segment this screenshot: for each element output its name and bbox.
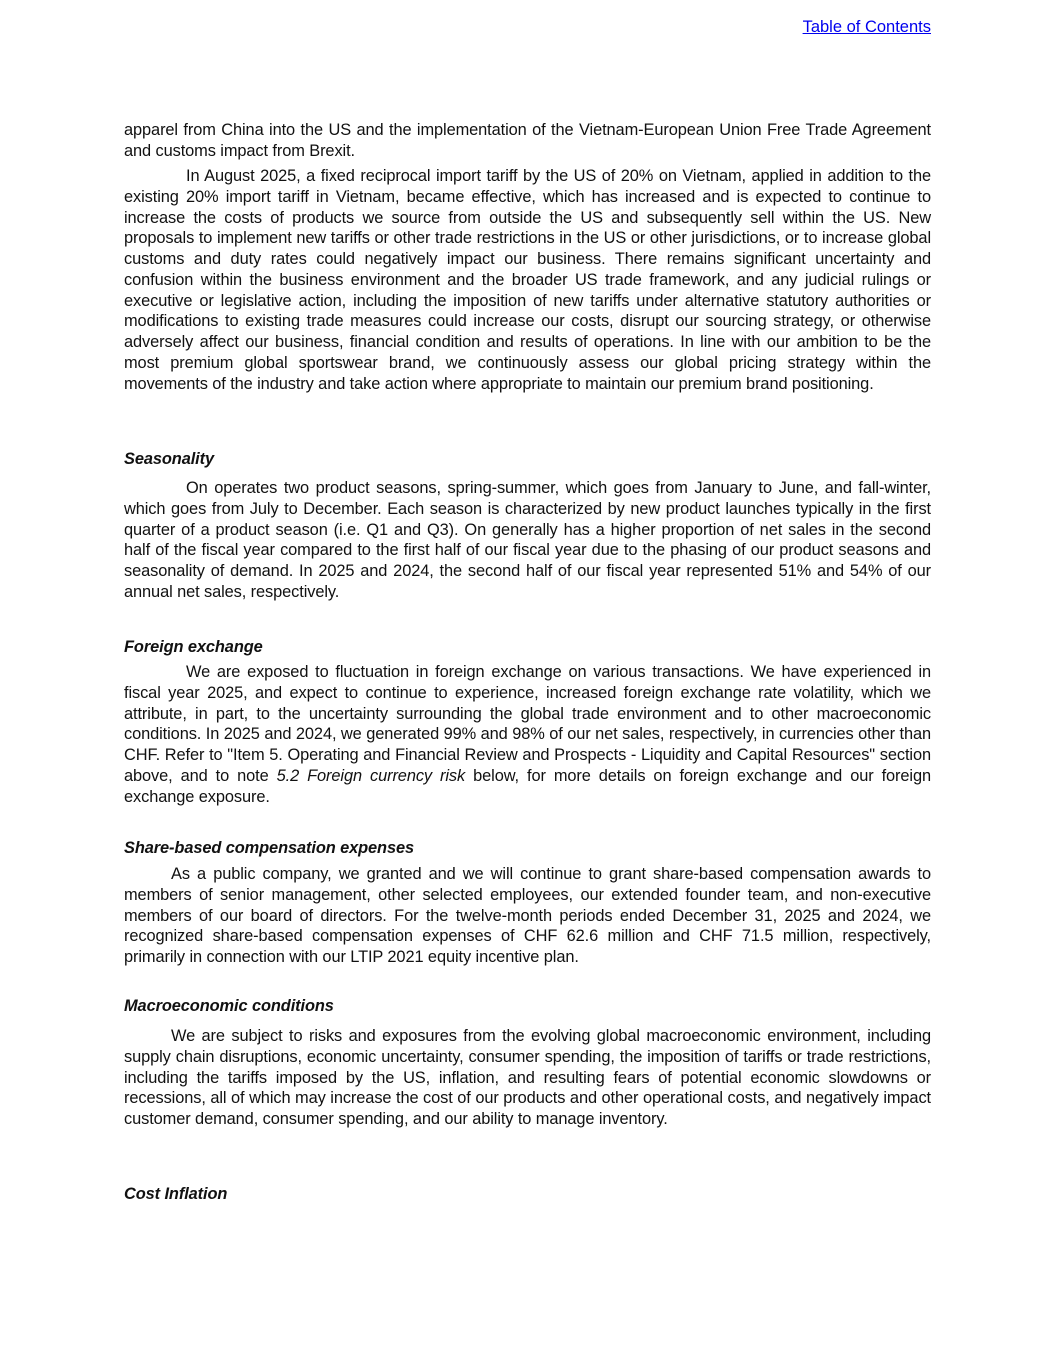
intro-paragraph-2: In August 2025, a fixed reciprocal import tariff by the US of 20% on Vietnam, applied in addition to the existing 20% import tariff in Vietnam, became effective, which has increased and is expected to continue to increase the costs of products we source from outside the US and subsequently sell within the US. New proposals to implement new tariffs or other trade restrictions in the US or other jurisdictions, or to increase global customs and duty rates could negatively impact our business. There remains significant uncertainty and confusion within the business environment and the broader US trade framework, and any judicial rulings or executive or legislative action, including the imposition of new tariffs under alternative statutory authorities or modifications to existing trade measures could increase our costs, disrupt our sourcing strategy, or otherwise adversely affect our business, financial condition and results of operations. In line with our ambition to be the most premium global sportswear brand, we continuously assess our global pricing strategy within the movements of the industry and take action where appropriate to maintain our premium brand positioning. xyxy=(124,167,931,393)
heading-foreign-exchange: Foreign exchange xyxy=(124,638,263,656)
fx-note-reference: 5.2 Foreign currency risk xyxy=(276,766,466,785)
heading-cost-inflation: Cost Inflation xyxy=(124,1185,228,1203)
heading-seasonality: Seasonality xyxy=(124,450,215,468)
heading-share-based-compensation: Share-based compensation expenses xyxy=(124,839,415,857)
seasonality-paragraph: On operates two product seasons, spring-summer, which goes from January to June, and fall-winter, which goes from July to December. Each season is characterized by new product launches typically in the first quarter of a product season (i.e. Q1 and Q3). On generally has a higher proportion of net sales in the second half of the fiscal year compared to the first half of our fiscal year due to the phasing of our product seasons and seasonality of demand. In 2025 and 2024, the second half of our fiscal year represented 51% and 54% of our annual net sales, respectively. xyxy=(124,479,931,601)
share-based-compensation-paragraph: As a public company, we granted and we will continue to grant share-based compensation awards to members of senior management, other selected employees, our extended founder team, and non-executive members of our board of directors. For the twelve-month periods ended December 31, 2025 and 2024, we recognized share-based compensation expenses of CHF 62.6 million and CHF 71.5 million, respectively, primarily in connection with our LTIP 2021 equity incentive plan. xyxy=(124,865,931,966)
intro-paragraph-1: apparel from China into the US and the implementation of the Vietnam-European Union Free Trade Agreement and customs impact from Brexit. xyxy=(124,121,931,160)
foreign-exchange-paragraph xyxy=(124,662,931,807)
fx-text-b: below, for more details on foreign exchange and our foreign exchange exposure. xyxy=(124,766,931,806)
fx-text-a: We are exposed to fluctuation in foreign exchange on various transactions. We have experienced in fiscal year 2025, and expect to continue to experience, increased foreign exchange rate volatility, which we attribute, in part, to the uncertainty surrounding the global trade environment and to other macroeconomic conditions. In 2025 and 2024, we generated 99% and 98% of our net sales, respectively, in currencies other than CHF. Refer to "Item 5. Operating and Financial Review and Prospects - Liquidity and Capital Resources" section above, and to note xyxy=(124,663,931,785)
macroeconomic-paragraph: We are subject to risks and exposures from the evolving global macroeconomic environment, including supply chain disruptions, economic uncertainty, consumer spending, the imposition of tariffs or trade restrictions, including the tariffs imposed by the US, inflation, and resulting fears of potential economic slowdowns or recessions, all of which may increase the cost of our products and other operational costs, and negatively impact customer demand, consumer spending, and our ability to manage inventory. xyxy=(124,1027,931,1128)
heading-macroeconomic-conditions: Macroeconomic conditions xyxy=(124,997,334,1015)
table-of-contents-link[interactable]: Table of Contents xyxy=(802,18,931,36)
